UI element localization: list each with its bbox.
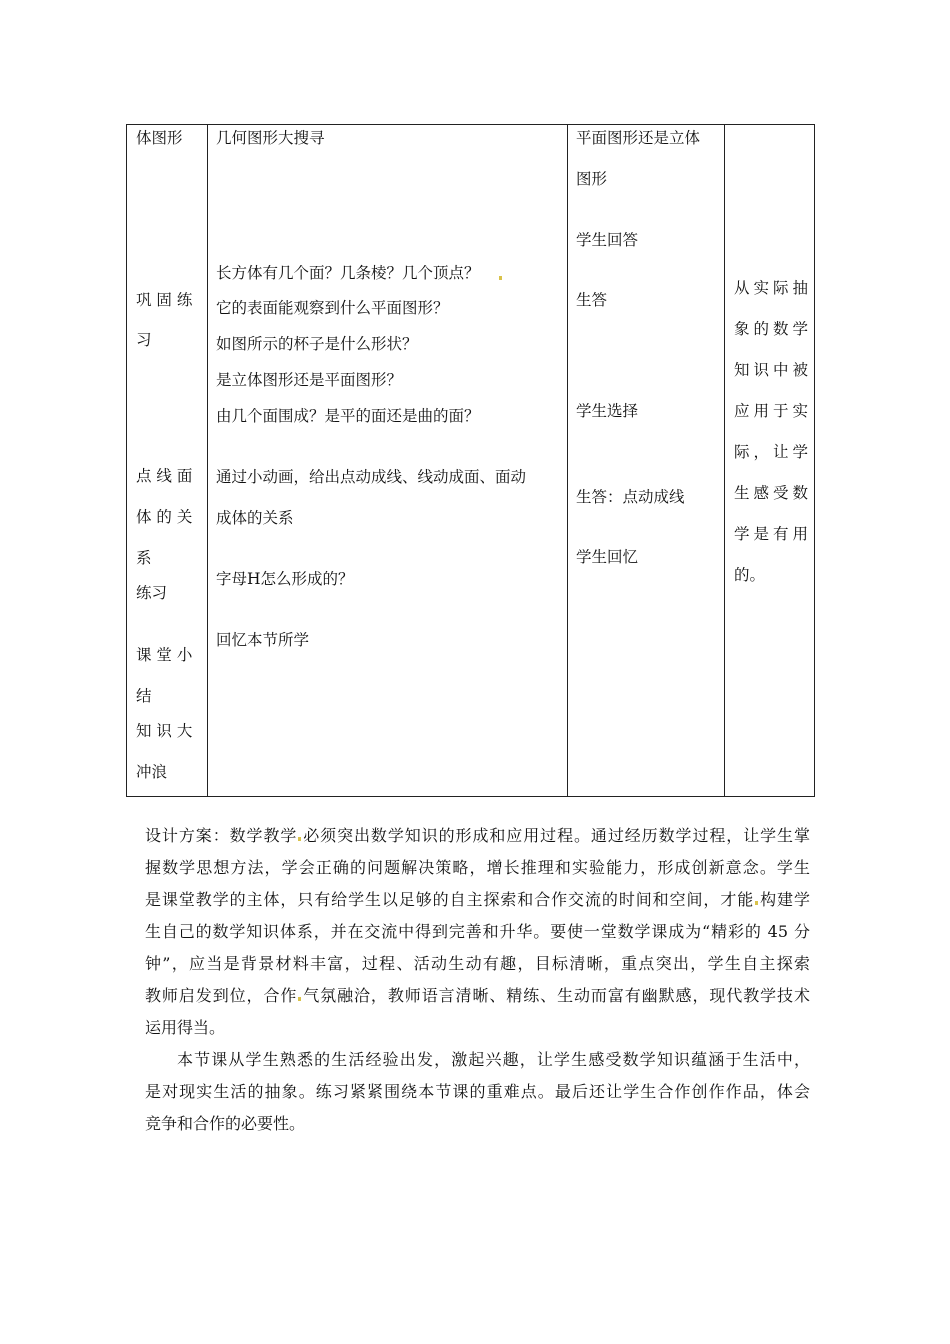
student-line: 学生回答	[576, 231, 639, 249]
activity-line: 长方体有几个面？几条棱？几个顶点？	[216, 264, 480, 282]
lesson-table	[126, 124, 815, 797]
column-divider	[207, 125, 208, 796]
student-line: 平面图形还是立体	[576, 129, 701, 147]
paragraph-line: 竞争和合作的必要性。	[145, 1114, 306, 1133]
student-line: 学生选择	[576, 402, 639, 420]
paragraph-line: 是对现实生活的抽象。练习紧紧围绕本节课的重难点。最后还让学生合作创作作品，体会	[145, 1082, 810, 1101]
student-line: 生答：点动成线	[576, 488, 685, 506]
intent-line: 学是有用	[734, 525, 813, 543]
paragraph-line: 是课堂教学的主体，只有给学生以足够的自主探索和合作交流的时间和空间，才能 构建学	[145, 890, 810, 909]
intent-line: 际，让学	[734, 443, 813, 461]
topic-label: 习	[136, 331, 152, 349]
intent-line: 的。	[734, 566, 766, 584]
activity-line: 它的表面能观察到什么平面图形？	[216, 299, 449, 317]
activity-line: 回忆本节所学	[216, 631, 310, 649]
paragraph-line: 握数学思想方法，学会正确的问题解决策略，增长推理和实验能力，形成创新意念。学生	[145, 858, 810, 877]
paragraph-line: 设计方案：数学教学 必须突出数学知识的形成和应用过程。通过经历数学过程，让学生掌	[145, 826, 810, 845]
paragraph-line: 教师启发到位，合作 气氛融洽，教师语言清晰、精练、生动而富有幽默感，现代教学技术	[145, 986, 810, 1005]
activity-line: 几何图形大搜寻	[216, 129, 325, 147]
stray-mark	[298, 997, 301, 1001]
stray-mark	[755, 901, 758, 905]
summary-paragraph	[145, 1044, 810, 1140]
student-line: 图形	[576, 170, 608, 188]
topic-label: 点 线 面	[136, 467, 193, 485]
topic-label: 体图形	[136, 129, 183, 147]
design-paragraph	[145, 820, 810, 1044]
topic-label: 体 的 关	[136, 508, 193, 526]
activity-line: 由几个面围成？是平的面还是曲的面？	[216, 407, 480, 425]
topic-label: 系	[136, 549, 152, 567]
activity-line: 成体的关系	[216, 509, 294, 527]
paragraph-line: 钟”，应当是背景材料丰富，过程、活动生动有趣，目标清晰，重点突出，学生自主探索	[145, 954, 810, 973]
topic-label: 结	[136, 687, 152, 705]
column-divider	[724, 125, 725, 796]
column-divider	[567, 125, 568, 796]
topic-label: 练习	[136, 584, 168, 602]
intent-line: 知识中被	[734, 361, 813, 379]
stray-mark	[298, 837, 301, 841]
stray-mark	[499, 276, 502, 280]
topic-label: 知 识 大	[136, 722, 193, 740]
student-line: 学生回忆	[576, 548, 639, 566]
student-line: 生答	[576, 291, 608, 309]
intent-line: 象的数学	[734, 320, 813, 338]
paragraph-line: 本节课从学生熟悉的生活经验出发，激起兴趣，让学生感受数学知识蕴涵于生活中，	[177, 1050, 810, 1069]
topic-label: 巩 固 练	[136, 291, 193, 309]
activity-line: 通过小动画，给出点动成线、线动成面、面动	[216, 468, 527, 486]
activity-line: 是立体图形还是平面图形？	[216, 371, 403, 389]
intent-line: 从实际抽	[734, 279, 813, 297]
intent-line: 应用于实	[734, 402, 813, 420]
activity-line: 字母H怎么形成的？	[216, 570, 354, 588]
intent-line: 生感受数	[734, 484, 813, 502]
paragraph-line: 运用得当。	[145, 1018, 226, 1037]
topic-label: 冲浪	[136, 763, 168, 781]
paragraph-line: 生自己的数学知识体系，并在交流中得到完善和升华。要使一堂数学课成为“精彩的 45 分	[145, 922, 810, 941]
activity-line: 如图所示的杯子是什么形状？	[216, 335, 418, 353]
topic-label: 课 堂 小	[136, 646, 193, 664]
